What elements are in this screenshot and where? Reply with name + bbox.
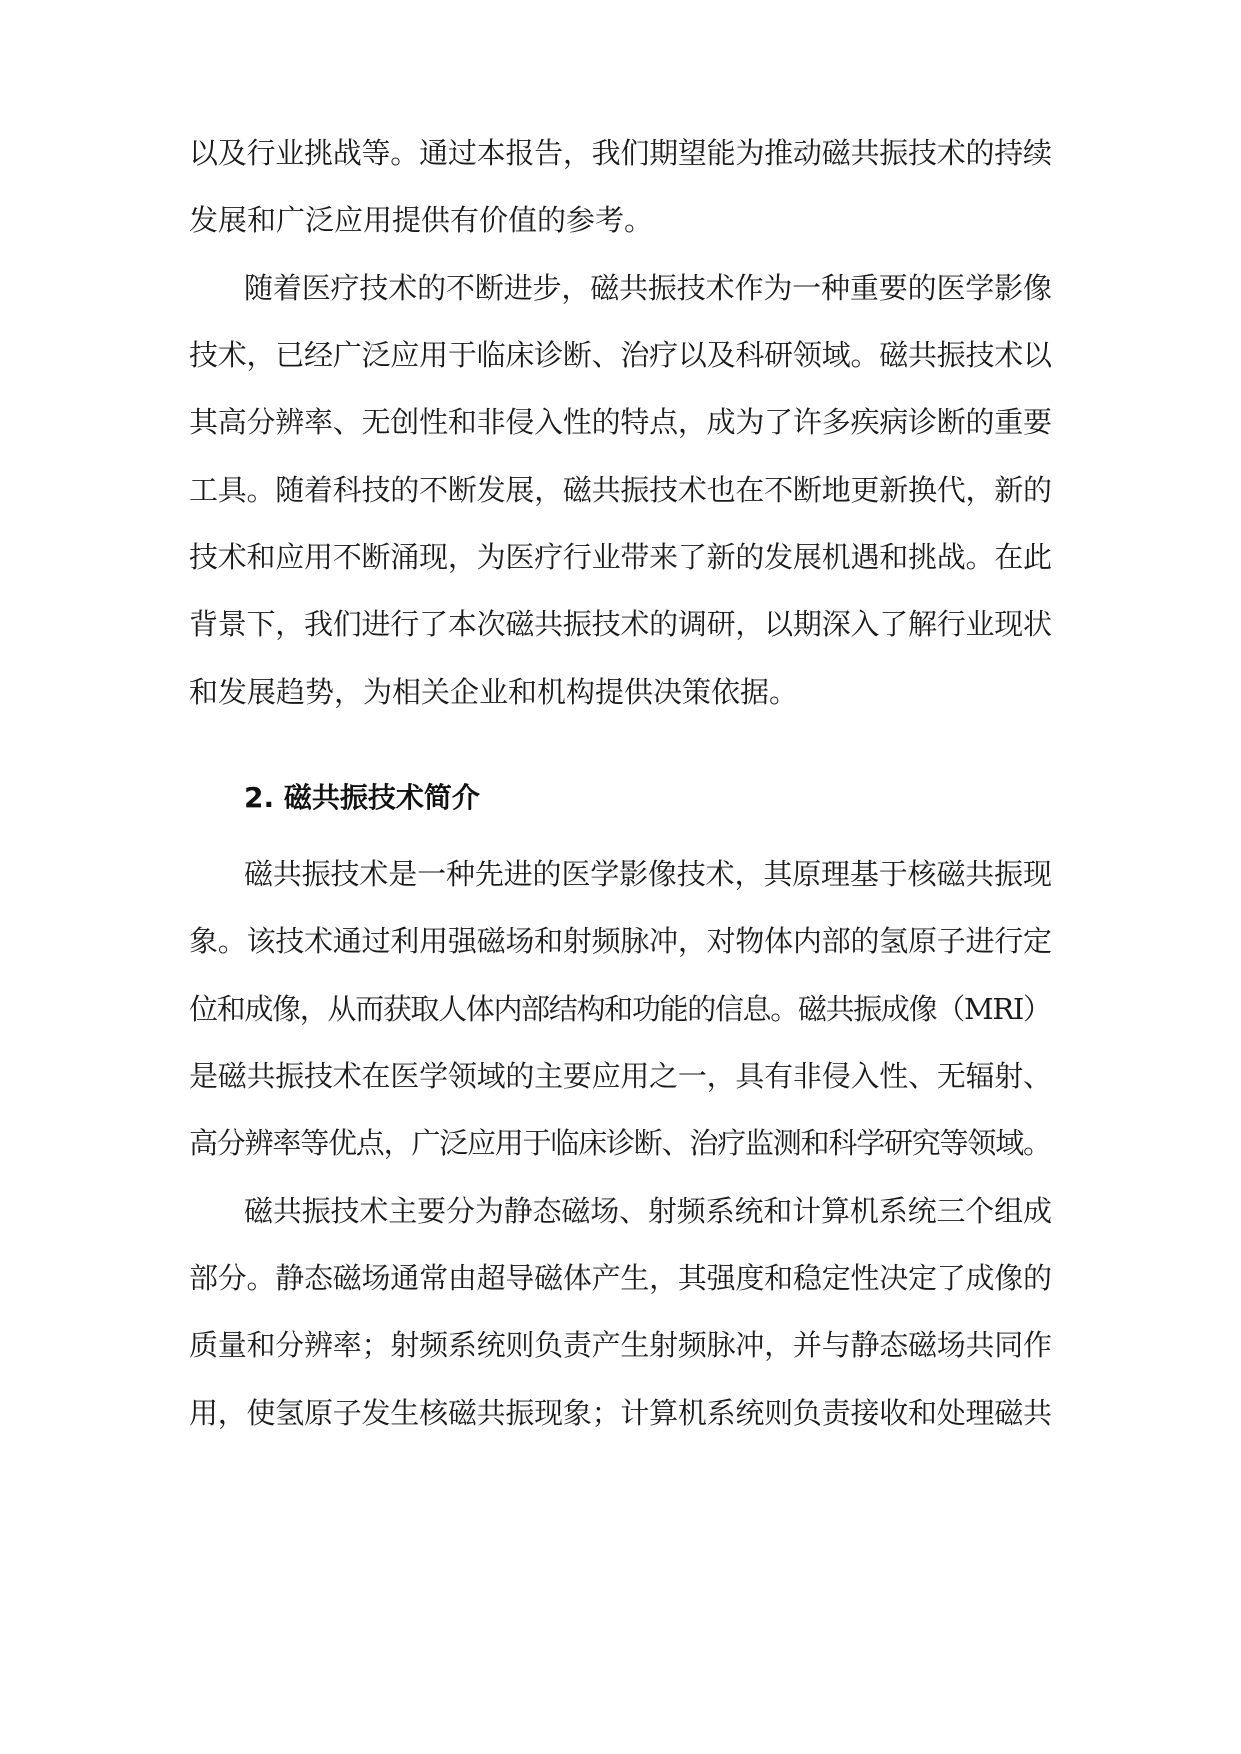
text-line: 高分辨率等优点，广泛应用于临床诊断、治疗监测和科学研究等领域。	[189, 1126, 1051, 1160]
text-line: 位和成像，从而获取人体内部结构和功能的信息。磁共振成像（MRI）	[189, 992, 1051, 1026]
text-line: 以及行业挑战等。通过本报告，我们期望能为推动磁共振技术的持续	[189, 136, 1052, 170]
text-line: 技术和应用不断涌现，为医疗行业带来了新的发展机遇和挑战。在此	[189, 540, 1052, 574]
text-line: 象。该技术通过利用强磁场和射频脉冲，对物体内部的氢原子进行定	[189, 924, 1052, 958]
text-line: 用，使氢原子发生核磁共振现象；计算机系统则负责接收和处理磁共	[189, 1396, 1052, 1430]
section-heading: 2. 磁共振技术简介	[244, 781, 480, 814]
text-line: 是磁共振技术在医学领域的主要应用之一，具有非侵入性、无辐射、	[189, 1059, 1052, 1093]
text-line: 和发展趋势，为相关企业和机构提供决策依据。	[189, 675, 799, 709]
text-line: 发展和广泛应用提供有价值的参考。	[189, 203, 654, 237]
text-line: 随着医疗技术的不断进步，磁共振技术作为一种重要的医学影像	[244, 271, 1052, 305]
text-line: 部分。静态磁场通常由超导磁体产生，其强度和稳定性决定了成像的	[189, 1261, 1052, 1295]
text-line: 技术，已经广泛应用于临床诊断、治疗以及科研领域。磁共振技术以	[189, 338, 1052, 372]
text-line: 其高分辨率、无创性和非侵入性的特点，成为了许多疾病诊断的重要	[189, 405, 1052, 439]
text-line: 磁共振技术主要分为静态磁场、射频系统和计算机系统三个组成	[244, 1194, 1052, 1228]
text-line: 磁共振技术是一种先进的医学影像技术，其原理基于核磁共振现	[244, 857, 1052, 891]
text-line: 质量和分辨率；射频系统则负责产生射频脉冲，并与静态磁场共同作	[189, 1328, 1052, 1362]
text-line: 背景下，我们进行了本次磁共振技术的调研，以期深入了解行业现状	[189, 607, 1052, 641]
text-line: 工具。随着科技的不断发展，磁共振技术也在不断地更新换代，新的	[189, 473, 1052, 507]
